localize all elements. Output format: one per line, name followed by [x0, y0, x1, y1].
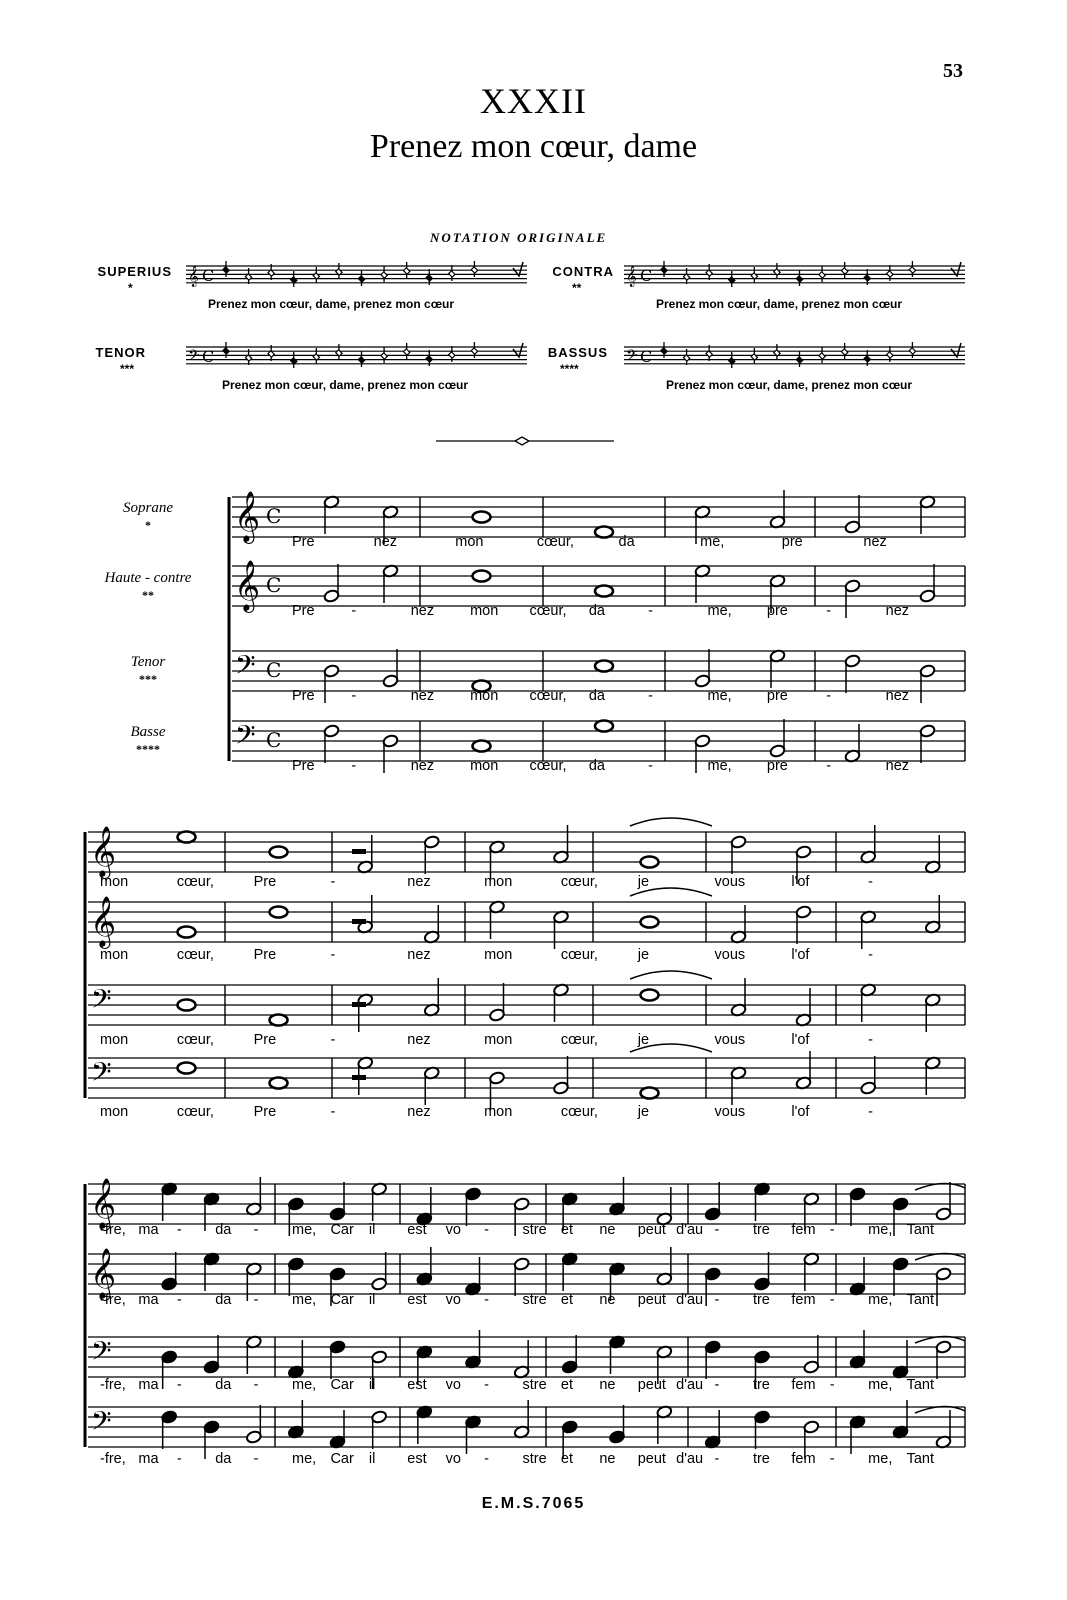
lyric-syllable: me, — [700, 534, 725, 550]
lyric-syllable: Pre — [292, 603, 315, 619]
treble-clef-icon: 𝄞 — [234, 491, 261, 542]
lyric-syllable: je — [637, 1104, 650, 1120]
lyric-syllable: - — [351, 758, 357, 774]
lyric-syllable: est — [407, 1292, 427, 1308]
bass-clef-icon: 𝄢 — [91, 1405, 112, 1443]
lyric-syllable: - — [351, 603, 357, 619]
half-rest — [352, 1075, 366, 1080]
original-note — [449, 352, 455, 358]
bass-clef-icon: 𝄢 — [91, 1056, 112, 1094]
tie — [630, 818, 712, 826]
original-note — [819, 272, 825, 278]
whole-note — [178, 1063, 196, 1074]
lyric-syllable: et — [560, 1377, 573, 1393]
lyric-syllable: cœur, — [176, 874, 214, 890]
lyric-syllable: - — [868, 1032, 874, 1048]
whole-note — [473, 741, 491, 752]
lyric-syllable: - — [826, 758, 832, 774]
voice-marks: * — [145, 518, 151, 532]
time-signature: C — [266, 658, 282, 682]
lyric-syllable: - — [714, 1377, 720, 1393]
treble-clef-icon: 𝄞 — [90, 896, 117, 947]
lyric-syllable: ma — [138, 1377, 159, 1393]
original-note — [661, 267, 667, 273]
lyric-syllable: me, — [707, 603, 732, 619]
lyric-syllable: mon — [100, 947, 129, 963]
mensuration-sign: C — [640, 347, 653, 366]
lyric-syllable: l'of — [791, 874, 810, 890]
lyric-syllable: me, — [292, 1222, 317, 1238]
lyric-syllable: nez — [410, 688, 435, 704]
whole-note — [473, 571, 491, 582]
notation-label: NOTATION ORIGINALE — [430, 230, 608, 245]
lyric-syllable: - — [648, 603, 654, 619]
lyric-syllable: cœur, — [560, 1032, 598, 1048]
original-note — [661, 348, 667, 354]
lyric-syllable: mon — [100, 874, 129, 890]
lyric-syllable: l'of — [791, 947, 810, 963]
lyric-syllable: Tant — [906, 1292, 934, 1308]
lyric-syllable: nez — [373, 534, 398, 550]
original-clef: 𝄞 — [188, 266, 199, 287]
lyric-syllable: d'au — [676, 1222, 704, 1238]
lyric-syllable: vo — [445, 1292, 461, 1308]
lyric-syllable: mon — [455, 534, 484, 550]
treble-clef-icon: 𝄞 — [234, 560, 261, 611]
lyric-syllable: d'au — [676, 1377, 704, 1393]
lyric-syllable: mon — [484, 874, 513, 890]
lyric-syllable: vous — [714, 874, 746, 890]
lyric-syllable: - — [330, 874, 336, 890]
lyric-syllable: Car — [330, 1292, 354, 1308]
lyric-syllable: il — [368, 1292, 376, 1308]
original-voice-marks: ** — [572, 281, 582, 295]
lyric-syllable: me, — [707, 758, 732, 774]
lyric-syllable: stre — [522, 1377, 547, 1393]
lyric-syllable: est — [407, 1222, 427, 1238]
original-note — [358, 357, 364, 363]
lyric-syllable: cœur, — [560, 1104, 598, 1120]
lyric-syllable: - — [868, 1104, 874, 1120]
lyric-syllable: me, — [868, 1377, 893, 1393]
lyric-syllable: vous — [714, 947, 746, 963]
lyric-syllable: nez — [407, 1032, 431, 1048]
lyric-syllable: mon — [100, 1104, 129, 1120]
lyric-syllable: stre — [522, 1292, 547, 1308]
original-note — [381, 272, 387, 278]
whole-note — [595, 527, 613, 538]
original-clef: 𝄞 — [626, 266, 637, 287]
lyric-syllable: nez — [410, 758, 435, 774]
lyric-syllable: - — [826, 603, 832, 619]
original-note — [403, 268, 409, 274]
original-voice-name: TENOR — [95, 345, 146, 360]
lyric-syllable: nez — [407, 874, 431, 890]
voice-marks: *** — [139, 672, 157, 686]
lyric-syllable: - — [829, 1377, 835, 1393]
whole-note — [270, 1078, 288, 1089]
lyric-syllable: cœur, — [560, 874, 598, 890]
lyric-syllable: vo — [445, 1451, 461, 1467]
original-note — [864, 356, 870, 362]
lyric-syllable: cœur, — [536, 534, 574, 550]
time-signature: C — [266, 728, 282, 752]
original-clef: 𝄢 — [626, 347, 638, 368]
lyric-syllable: - — [253, 1451, 259, 1467]
whole-note — [178, 1000, 196, 1011]
lyric-syllable: ne — [599, 1377, 616, 1393]
lyric-syllable: da — [215, 1292, 232, 1308]
lyric-syllable: nez — [885, 758, 910, 774]
lyric-syllable: pre — [766, 688, 788, 704]
original-note — [358, 276, 364, 282]
lyric-syllable: pre — [766, 758, 788, 774]
lyric-syllable: pre — [766, 603, 788, 619]
lyric-syllable: cœur, — [176, 1104, 214, 1120]
voice-name: Tenor — [130, 654, 166, 670]
lyric-syllable: tre — [752, 1377, 770, 1393]
voice-name: Basse — [130, 724, 166, 740]
lyric-syllable: il — [368, 1451, 376, 1467]
lyric-syllable: Pre — [292, 688, 315, 704]
original-note — [471, 267, 477, 273]
original-note — [819, 353, 825, 359]
lyric-syllable: peut — [637, 1292, 666, 1308]
lyric-syllable: est — [407, 1377, 427, 1393]
treble-clef-icon: 𝄞 — [90, 1178, 117, 1229]
ornament-diamond — [515, 437, 529, 445]
lyric-syllable: Pre — [253, 1104, 277, 1120]
lyric-syllable: pre — [781, 534, 803, 550]
lyric-syllable: Tant — [906, 1222, 934, 1238]
lyric-syllable: Car — [330, 1377, 354, 1393]
lyric-syllable: vo — [445, 1222, 461, 1238]
original-note — [426, 275, 432, 281]
whole-note — [178, 927, 196, 938]
original-note — [223, 267, 229, 273]
lyric-syllable: da — [215, 1451, 232, 1467]
lyric-syllable: nez — [885, 603, 910, 619]
lyric-syllable: -fre, — [100, 1451, 126, 1467]
lyric-syllable: - — [176, 1377, 182, 1393]
voice-marks: ** — [142, 588, 154, 602]
voice-marks: **** — [136, 742, 160, 756]
lyric-syllable: me, — [292, 1292, 317, 1308]
lyric-syllable: - — [868, 874, 874, 890]
lyric-syllable: il — [368, 1377, 376, 1393]
lyric-syllable: -fre, — [100, 1377, 126, 1393]
whole-note — [595, 586, 613, 597]
lyric-syllable: mon — [484, 1104, 513, 1120]
lyric-syllable: cœur, — [529, 688, 567, 704]
lyric-syllable: - — [176, 1451, 182, 1467]
lyric-syllable: je — [637, 874, 650, 890]
time-signature: C — [266, 504, 282, 528]
bass-clef-icon: 𝄢 — [235, 719, 256, 757]
lyric-syllable: fem — [791, 1222, 816, 1238]
lyric-syllable: d'au — [676, 1451, 704, 1467]
lyric-syllable: me, — [868, 1292, 893, 1308]
lyric-syllable: - — [330, 1032, 336, 1048]
lyric-syllable: mon — [470, 688, 499, 704]
lyric-syllable: Car — [330, 1222, 354, 1238]
original-note — [909, 348, 915, 354]
lyric-syllable: nez — [863, 534, 887, 550]
whole-note — [178, 832, 196, 843]
lyric-syllable: nez — [407, 1104, 431, 1120]
lyric-syllable: ne — [599, 1451, 616, 1467]
lyric-syllable: Pre — [292, 758, 315, 774]
lyric-syllable: da — [215, 1377, 232, 1393]
whole-note — [473, 512, 491, 523]
lyric-syllable: - — [714, 1451, 720, 1467]
original-incipit-text: Prenez mon cœur, dame, prenez mon cœur — [666, 378, 913, 392]
original-voice-name: BASSUS — [547, 345, 608, 360]
lyric-syllable: - — [829, 1451, 835, 1467]
original-note — [841, 349, 847, 355]
lyric-syllable: mon — [100, 1032, 129, 1048]
lyric-syllable: - — [176, 1292, 182, 1308]
whole-note — [641, 990, 659, 1001]
lyric-syllable: ma — [138, 1451, 159, 1467]
original-voice-name: CONTRA — [552, 264, 614, 279]
time-signature: C — [266, 573, 282, 597]
whole-note — [595, 661, 613, 672]
lyric-syllable: da — [588, 688, 605, 704]
original-voice-name: SUPERIUS — [97, 264, 172, 279]
whole-note — [270, 907, 288, 918]
lyric-syllable: cœur, — [176, 1032, 214, 1048]
original-note — [449, 271, 455, 277]
lyric-syllable: - — [714, 1222, 720, 1238]
lyric-syllable: il — [368, 1222, 376, 1238]
whole-note — [270, 847, 288, 858]
lyric-syllable: me, — [868, 1222, 893, 1238]
original-note — [403, 349, 409, 355]
lyric-syllable: me, — [292, 1451, 317, 1467]
lyric-syllable: Pre — [292, 534, 315, 550]
lyric-syllable: - — [484, 1377, 489, 1393]
lyric-syllable: cœur, — [176, 947, 214, 963]
lyric-syllable: Pre — [253, 1032, 277, 1048]
lyric-syllable: da — [588, 603, 605, 619]
lyric-syllable: - — [484, 1222, 489, 1238]
original-note — [381, 353, 387, 359]
lyric-syllable: da — [215, 1222, 232, 1238]
lyric-syllable: - — [253, 1377, 259, 1393]
half-rest — [352, 1002, 366, 1007]
voice-name: Haute - contre — [104, 570, 192, 586]
lyric-syllable: vo — [445, 1377, 461, 1393]
lyric-syllable: stre — [522, 1222, 547, 1238]
lyric-syllable: et — [560, 1222, 573, 1238]
original-voice-marks: * — [128, 281, 133, 295]
lyric-syllable: - — [484, 1292, 489, 1308]
lyric-syllable: - — [176, 1222, 182, 1238]
lyric-syllable: me, — [868, 1451, 893, 1467]
original-clef: 𝄢 — [188, 347, 200, 368]
lyric-syllable: l'of — [791, 1032, 810, 1048]
page-number: 53 — [943, 60, 963, 82]
original-note — [223, 348, 229, 354]
piece-number: XXXII — [480, 81, 587, 121]
lyric-syllable: tre — [752, 1451, 770, 1467]
original-incipit-text: Prenez mon cœur, dame, prenez mon cœur — [208, 297, 455, 311]
lyric-syllable: - — [868, 947, 874, 963]
lyric-syllable: Car — [330, 1451, 354, 1467]
whole-note — [641, 1088, 659, 1099]
lyric-syllable: peut — [637, 1222, 666, 1238]
lyric-syllable: - — [829, 1222, 835, 1238]
lyric-syllable: vous — [714, 1104, 746, 1120]
lyric-syllable: tre — [752, 1222, 770, 1238]
lyric-syllable: da — [588, 758, 605, 774]
lyric-syllable: da — [618, 534, 635, 550]
lyric-syllable: d'au — [676, 1292, 704, 1308]
original-note — [796, 276, 802, 282]
lyric-syllable: - — [648, 688, 654, 704]
lyric-syllable: et — [560, 1451, 573, 1467]
bass-clef-icon: 𝄢 — [91, 1335, 112, 1373]
lyric-syllable: Pre — [253, 874, 277, 890]
lyric-syllable: peut — [637, 1451, 666, 1467]
original-note — [909, 267, 915, 273]
lyric-syllable: - — [330, 1104, 336, 1120]
lyric-syllable: stre — [522, 1451, 547, 1467]
treble-clef-icon: 𝄞 — [90, 826, 117, 877]
lyric-syllable: -fre, — [100, 1292, 126, 1308]
lyric-syllable: nez — [410, 603, 435, 619]
publisher-plate-number: E.M.S.7065 — [481, 1495, 586, 1512]
lyric-syllable: me, — [707, 688, 732, 704]
original-note — [426, 356, 432, 362]
lyric-syllable: Tant — [906, 1451, 934, 1467]
original-note — [887, 271, 893, 277]
whole-note — [641, 917, 659, 928]
original-note — [864, 275, 870, 281]
whole-note — [641, 857, 659, 868]
tie — [630, 971, 712, 979]
lyric-syllable: ma — [138, 1292, 159, 1308]
lyric-syllable: - — [829, 1292, 835, 1308]
lyric-syllable: fem — [791, 1451, 816, 1467]
lyric-syllable: - — [826, 688, 832, 704]
voice-name: Soprane — [123, 500, 173, 516]
lyric-syllable: je — [637, 947, 650, 963]
lyric-syllable: nez — [407, 947, 431, 963]
lyric-syllable: peut — [637, 1377, 666, 1393]
lyric-syllable: est — [407, 1451, 427, 1467]
lyric-syllable: fem — [791, 1377, 816, 1393]
mensuration-sign: C — [202, 347, 215, 366]
piece-title: Prenez mon cœur, dame — [369, 128, 698, 165]
lyric-syllable: nez — [885, 688, 910, 704]
lyric-syllable: ma — [138, 1222, 159, 1238]
lyric-syllable: fem — [791, 1292, 816, 1308]
lyric-syllable: cœur, — [560, 947, 598, 963]
lyric-syllable: ne — [599, 1222, 616, 1238]
lyric-syllable: - — [330, 947, 336, 963]
lyric-syllable: cœur, — [529, 603, 567, 619]
lyric-syllable: l'of — [791, 1104, 810, 1120]
whole-note — [595, 721, 613, 732]
original-incipit-text: Prenez mon cœur, dame, prenez mon cœur — [656, 297, 903, 311]
lyric-syllable: - — [253, 1292, 259, 1308]
bass-clef-icon: 𝄢 — [91, 983, 112, 1021]
lyric-syllable: - — [253, 1222, 259, 1238]
original-note — [887, 352, 893, 358]
lyric-syllable: mon — [470, 758, 499, 774]
bass-clef-icon: 𝄢 — [235, 649, 256, 687]
lyric-syllable: - — [484, 1451, 489, 1467]
original-note — [796, 357, 802, 363]
half-rest — [352, 919, 366, 924]
original-note — [841, 268, 847, 274]
lyric-syllable: Pre — [253, 947, 277, 963]
half-rest — [352, 849, 366, 854]
lyric-syllable: me, — [292, 1377, 317, 1393]
lyric-syllable: mon — [484, 947, 513, 963]
lyric-syllable: tre — [752, 1292, 770, 1308]
lyric-syllable: je — [637, 1032, 650, 1048]
lyric-syllable: Tant — [906, 1377, 934, 1393]
lyric-syllable: vous — [714, 1032, 746, 1048]
treble-clef-icon: 𝄞 — [90, 1248, 117, 1299]
lyric-syllable: mon — [470, 603, 499, 619]
lyric-syllable: mon — [484, 1032, 513, 1048]
mensuration-sign: C — [640, 266, 653, 285]
original-voice-marks: *** — [120, 362, 135, 376]
lyric-syllable: - — [714, 1292, 720, 1308]
lyric-syllable: cœur, — [529, 758, 567, 774]
mensuration-sign: C — [202, 266, 215, 285]
lyric-syllable: - — [351, 688, 357, 704]
whole-note — [270, 1015, 288, 1026]
lyric-syllable: et — [560, 1292, 573, 1308]
lyric-syllable: - — [648, 758, 654, 774]
lyric-syllable: -fre, — [100, 1222, 126, 1238]
original-incipit-text: Prenez mon cœur, dame, prenez mon cœur — [222, 378, 469, 392]
original-voice-marks: **** — [560, 362, 579, 376]
lyric-syllable: ne — [599, 1292, 616, 1308]
original-note — [471, 348, 477, 354]
